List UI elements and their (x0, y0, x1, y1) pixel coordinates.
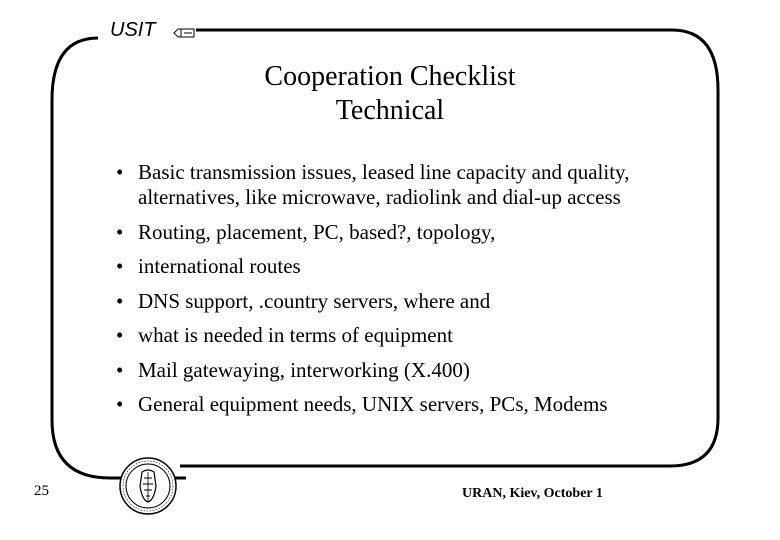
bullet-item: • international routes (116, 254, 656, 279)
org-label: USIT (110, 19, 156, 41)
title-line-1: Cooperation Checklist (264, 61, 516, 92)
bullet-item: • Basic transmission issues, leased line capacity and quality, alternatives, like microwave, radiolink and dial-up access (116, 160, 656, 210)
footer-text: URAN, Kiev, October 1 (462, 486, 603, 501)
university-seal-logo (118, 456, 178, 516)
bullet-item: • General equipment needs, UNIX servers, PCs, Modems (116, 392, 656, 417)
bullet-list (116, 160, 656, 427)
page-number: 25 (34, 483, 49, 499)
bullet-item: • Routing, placement, PC, based?, topology, (116, 220, 656, 245)
pencil-icon (172, 27, 196, 39)
slide-title (0, 60, 780, 128)
title-line-2: Technical (335, 95, 445, 126)
bullet-item: • Mail gatewaying, interworking (X.400) (116, 358, 656, 383)
bullet-item: • what is needed in terms of equipment (116, 323, 656, 348)
bullet-item: • DNS support, .country servers, where and (116, 289, 656, 314)
